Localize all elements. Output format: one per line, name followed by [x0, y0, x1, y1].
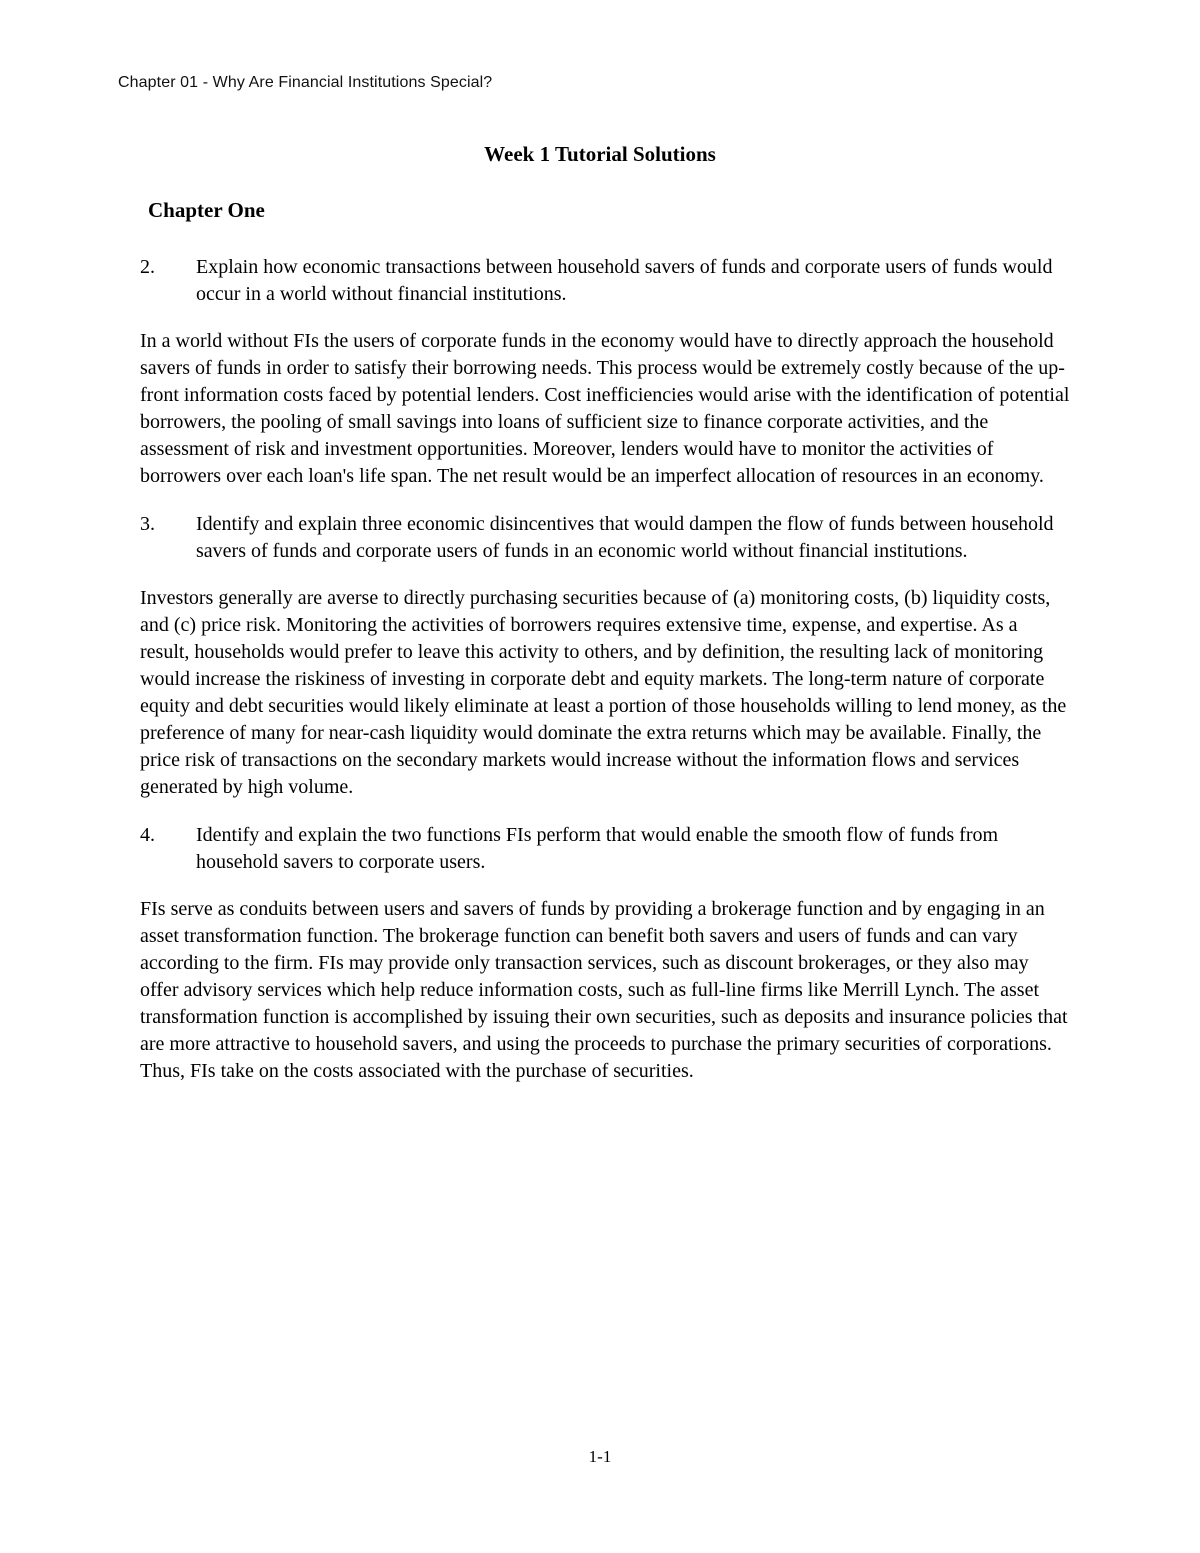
question-3: [140, 511, 1070, 565]
answer-4: FIs serve as conduits between users and savers of funds by providing a brokerage function and by engaging in an asset transformation function. The brokerage function can benefit both savers and users of funds and can vary according to the firm. FIs may provide only transaction services, such as discount brokerages, or they also may offer advisory services which help reduce information costs, such as full-line firms like Merrill Lynch. The asset transformation function is accomplished by issuing their own securities, such as deposits and insurance policies that are more attractive to household savers, and using the proceeds to purchase the primary securities of corporations. Thus, FIs take on the costs associated with the purchase of securities.: [140, 898, 1068, 1082]
question-number: 3.: [140, 513, 155, 535]
question-text: Identify and explain the two functions FIs perform that would enable the smooth flow of funds from household savers to corporate users.: [196, 824, 999, 873]
document-title: Week 1 Tutorial Solutions: [484, 142, 716, 166]
page-number: 1-1: [588, 1447, 612, 1466]
document-body: [140, 254, 1070, 1106]
question-number: 4.: [140, 824, 155, 846]
answer-2: In a world without FIs the users of corporate funds in the economy would have to directly approach the household savers of funds in order to satisfy their borrowing needs. This process would be extremely costly because of the up-front information costs faced by potential lenders. Cost inefficiencies would arise with the identification of potential borrowers, the pooling of small savings into loans of sufficient size to finance corporate activities, and the assessment of risk and investment opportunities. Moreover, lenders would have to monitor the activities of borrowers over each loan's life span. The net result would be an imperfect allocation of resources in an economy.: [140, 330, 1070, 487]
running-header: Chapter 01 - Why Are Financial Institutions Special?: [118, 74, 493, 91]
answer-3: Investors generally are averse to directly purchasing securities because of (a) monitoring costs, (b) liquidity costs, and (c) price risk. Monitoring the activities of borrowers requires extensive time, expense, and expertise. As a result, households would prefer to leave this activity to others, and by definition, the resulting lack of monitoring would increase the riskiness of investing in corporate debt and equity markets. The long-term nature of corporate equity and debt securities would likely eliminate at least a portion of those households willing to lend money, as the preference of many for near-cash liquidity would dominate the extra returns which may be available. Finally, the price risk of transactions on the secondary markets would increase without the information flows and services generated by high volume.: [140, 587, 1067, 798]
question-text: Identify and explain three economic disincentives that would dampen the flow of funds between household savers of funds and corporate users of funds in an economic world without financial institutions.: [196, 513, 1054, 562]
question-4: [140, 822, 1070, 876]
question-number: 2.: [140, 256, 155, 278]
question-2: [140, 254, 1070, 308]
chapter-heading: Chapter One: [148, 198, 265, 222]
question-text: Explain how economic transactions between household savers of funds and corporate users of funds would occur in a world without financial institutions.: [196, 256, 1053, 305]
